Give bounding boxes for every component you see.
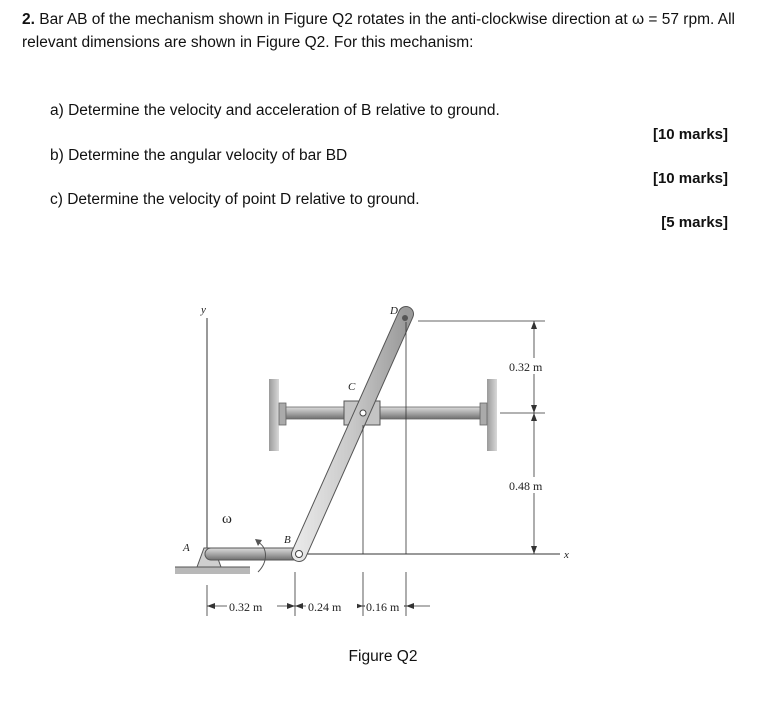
part-a-marks: [10 marks] (652, 126, 728, 143)
label-A: A (183, 542, 190, 554)
part-a (50, 102, 500, 120)
part-c (50, 191, 420, 209)
label-C: C (348, 381, 356, 393)
part-a-text: Determine the velocity and acceleration of B relative to ground. (68, 102, 500, 119)
part-a-label: a) (50, 102, 64, 119)
y-axis-label: y (201, 304, 206, 316)
dim-0-32-vertical: 0.32 m (509, 360, 543, 374)
dim-0-48-vertical: 0.48 m (509, 479, 543, 493)
bar-BD (299, 314, 406, 554)
label-B: B (284, 534, 291, 546)
part-c-marks: [5 marks] (661, 214, 728, 231)
left-wall (269, 379, 279, 451)
part-b (50, 147, 347, 165)
question-header (22, 8, 747, 54)
omega-label: ω (222, 511, 232, 527)
figure-caption: Figure Q2 (348, 648, 418, 665)
guide-rod (286, 407, 480, 419)
right-wall (487, 379, 497, 451)
part-b-label: b) (50, 147, 64, 164)
pin-C (360, 410, 366, 416)
point-D (402, 315, 408, 321)
question-number: 2. (22, 11, 35, 28)
ground-base (175, 567, 250, 574)
label-D: D (390, 305, 398, 317)
part-b-text: Determine the angular velocity of bar BD (68, 147, 348, 164)
mechanism-figure (0, 290, 766, 635)
bar-AB (205, 548, 299, 560)
part-b-marks: [10 marks] (652, 170, 728, 187)
dim-0-32-horizontal: 0.32 m (229, 600, 263, 614)
question-text: Bar AB of the mechanism shown in Figure Q2 rotates in the anti-clockwise direction at ω = 57 rpm. All relevant dimensions are shown in Figure Q2. For this mechanism: (22, 11, 735, 51)
x-axis-label: x (564, 549, 569, 561)
part-c-text: Determine the velocity of point D relative to ground. (67, 191, 420, 208)
dim-0-24-horizontal: 0.24 m (308, 600, 342, 614)
pin-B (296, 551, 303, 558)
dim-0-16-horizontal: 0.16 m (366, 600, 400, 614)
part-c-label: c) (50, 191, 63, 208)
